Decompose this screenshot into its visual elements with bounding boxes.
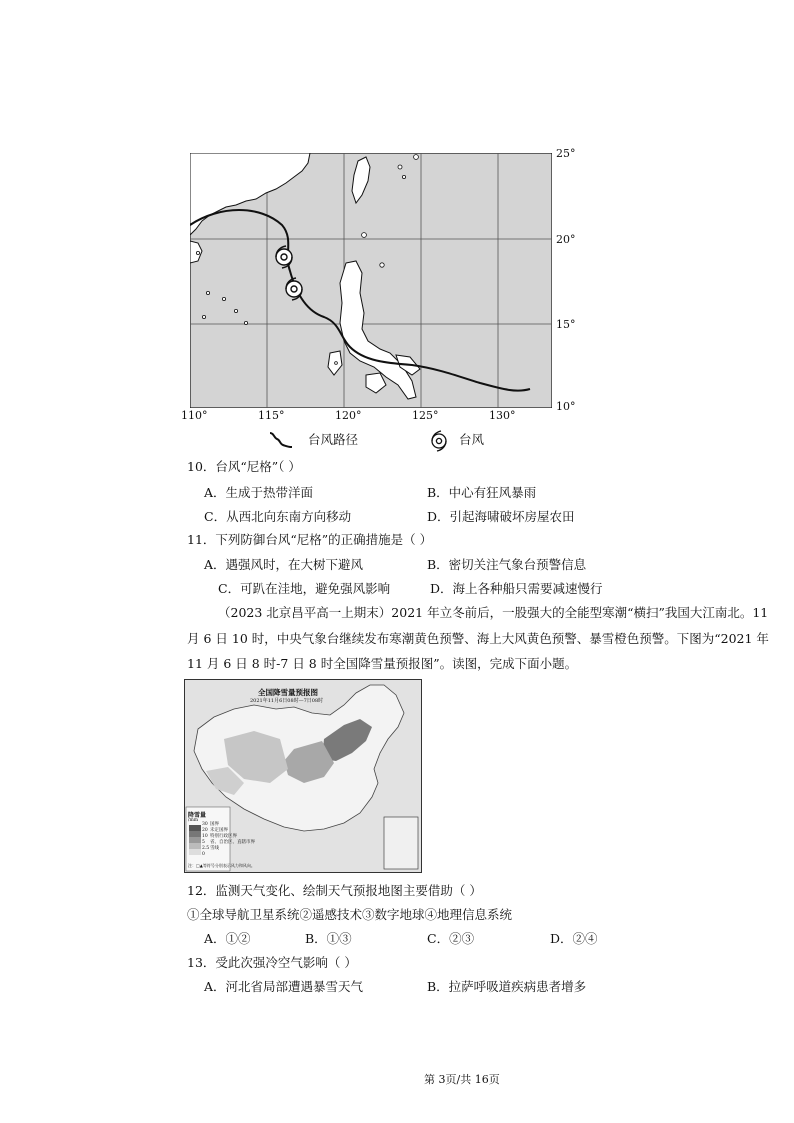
lon-label-110: 110° [181, 409, 208, 422]
typhoon-map [190, 153, 552, 408]
lon-label-115: 115° [258, 409, 285, 422]
typhoon-legend-icon [428, 430, 450, 452]
lat-label-25: 25° [556, 147, 576, 160]
q11-option-c: C．可趴在洼地，避免强风影响 [218, 581, 391, 596]
q13-option-a: A．河北省局部遭遇暴雪天气 [204, 979, 364, 994]
context-line-2: 月 6 日 10 时，中央气象台继续发布寒潮黄色预警、海上大风黄色预警、暴雪橙色预警。下图为“2021 年 [187, 631, 769, 646]
q12-option-c: C．②③ [427, 931, 475, 946]
lat-label-15: 15° [556, 318, 576, 331]
context-line-3: 11 月 6 日 8 时-7 日 8 时全国降雪量预报图”。读图，完成下面小题。 [187, 656, 578, 671]
q12-items: ①全球导航卫星系统②遥感技术③数字地球④地理信息系统 [187, 907, 513, 922]
lat-label-20: 20° [556, 233, 576, 246]
q10-option-c: C．从西北向东南方向移动 [204, 509, 352, 524]
q11-option-b: B．密切关注气象台预警信息 [427, 557, 587, 572]
typhoon-map-svg [190, 153, 552, 408]
q12-stem: 12．监测天气变化、绘制天气预报地图主要借助（ ） [187, 883, 482, 898]
snow-map-title: 全国降雪量预报图 [258, 688, 318, 697]
q13-stem: 13．受此次强冷空气影响（ ） [187, 955, 357, 970]
q11-stem: 11．下列防御台风“尼格”的正确措施是（ ） [187, 532, 433, 547]
lon-label-120: 120° [335, 409, 362, 422]
snow-legend-lines: 国界 未定国界 特别行政区界 省、自治区、直辖市界 雪线 [210, 822, 255, 851]
snow-legend-unit: /mm [188, 818, 199, 823]
lon-label-125: 125° [412, 409, 439, 422]
snow-legend-values: 30 20 10 5 2.5 0 [202, 822, 210, 857]
typhoon-track-legend-icon [268, 430, 294, 450]
q10-option-d: D．引起海啸破坏房屋农田 [427, 509, 575, 524]
page-number: 第 3页/共 16页 [424, 1073, 500, 1086]
q13-option-b: B．拉萨呼吸道疾病患者增多 [427, 979, 587, 994]
legend-track-label: 台风路径 [308, 432, 359, 447]
lat-label-10: 10° [556, 400, 576, 413]
q12-option-b: B．①③ [305, 931, 352, 946]
snow-legend-note: 注：□▲等符号分别表示风力和风向。 [188, 863, 255, 868]
q11-option-d: D．海上各种船只需要减速慢行 [430, 581, 603, 596]
q10-option-a: A．生成于热带洋面 [204, 485, 314, 500]
snow-legend-title: 降雪量 [188, 812, 207, 819]
lon-label-130: 130° [489, 409, 516, 422]
snow-map-subtitle: 2021年11月6日08时—7日08时 [250, 698, 324, 704]
q11-option-a: A．遇强风时，在大树下避风 [204, 557, 364, 572]
q12-option-a: A．①② [204, 931, 251, 946]
q10-stem: 10．台风“尼格”（ ） [187, 459, 301, 474]
legend-typhoon-label: 台风 [459, 432, 485, 447]
snow-legend-swatches [189, 825, 201, 855]
context-line-1: （2023 北京昌平高一上期末）2021 年立冬前后，一股强大的全能型寒潮“横扫”我国大江南北。11 [218, 605, 769, 620]
q10-option-b: B．中心有狂风暴雨 [427, 485, 537, 500]
south-china-sea-inset [384, 817, 418, 869]
q12-option-d: D．②④ [550, 931, 598, 946]
snowfall-forecast-map [184, 679, 422, 873]
